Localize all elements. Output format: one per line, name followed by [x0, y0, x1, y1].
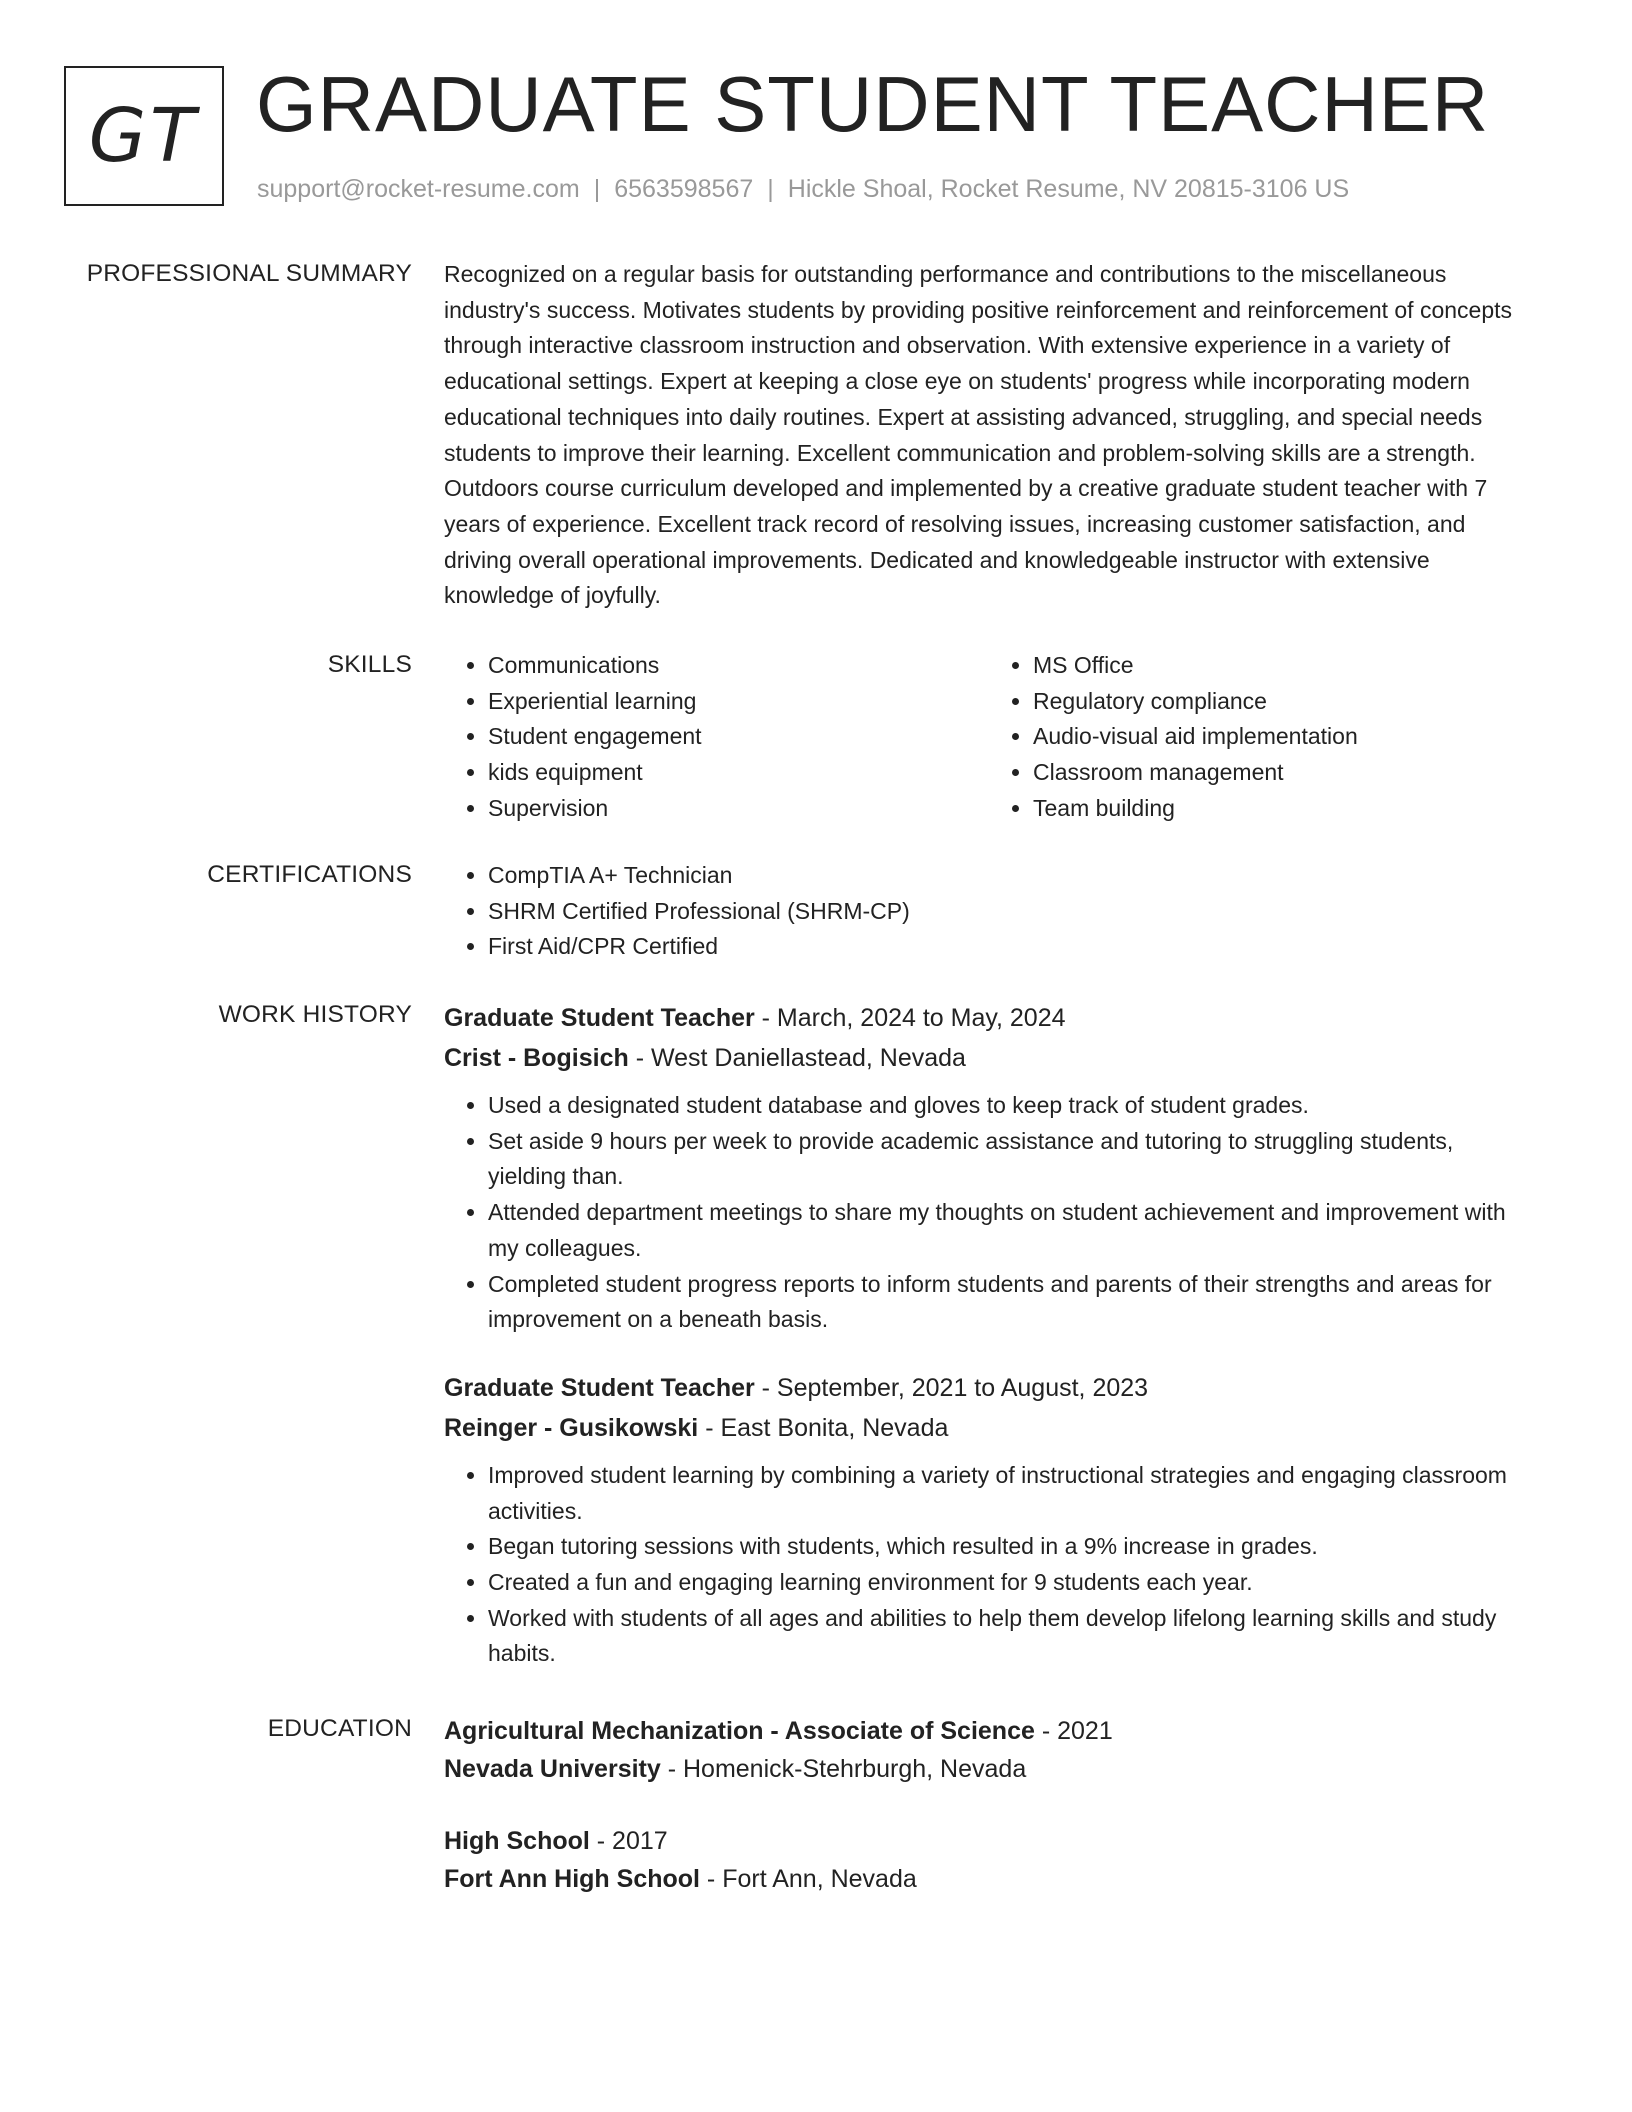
candidate-title: GRADUATE STUDENT TEACHER — [256, 60, 1490, 148]
job-bullets — [444, 1458, 1536, 1672]
job-location: - East Bonita, Nevada — [698, 1413, 949, 1442]
certifications-list — [444, 858, 1536, 965]
contact-address: Hickle Shoal, Rocket Resume, NV 20815-3106 US — [787, 175, 1350, 203]
job-company: Reinger - Gusikowski — [444, 1413, 699, 1442]
education-year: - 2017 — [589, 1827, 668, 1855]
section-label-skills: SKILLS — [327, 651, 412, 678]
skill-item: • Classroom management — [1033, 755, 1534, 791]
education-entry — [444, 1712, 1536, 1788]
education-school: Fort Ann High School — [444, 1865, 700, 1893]
job-title-line — [444, 1368, 1536, 1408]
education-degree-line — [444, 1822, 1536, 1860]
summary-body — [444, 257, 1536, 614]
job-bullet: • Improved student learning by combining a variety of instructional strategies and engaging classroom activities. — [488, 1458, 1536, 1529]
education-school-line — [444, 1750, 1536, 1788]
contact-email: support@rocket-resume.com — [257, 175, 580, 203]
section-label-certifications: CERTIFICATIONS — [207, 861, 412, 888]
skills-list-right — [989, 648, 1534, 827]
job-bullets — [444, 1088, 1536, 1338]
certification-item: • SHRM Certified Professional (SHRM-CP) — [488, 894, 1536, 930]
job-company-line — [444, 1408, 1536, 1448]
job-entry — [444, 998, 1536, 1338]
job-bullet: • Set aside 9 hours per week to provide academic assistance and tutoring to struggling students, yielding than. — [488, 1124, 1536, 1195]
contact-separator: | — [767, 175, 774, 203]
job-dates: - March, 2024 to May, 2024 — [754, 1004, 1066, 1032]
contact-line — [257, 172, 1349, 206]
certification-item: • First Aid/CPR Certified — [488, 929, 1536, 965]
monogram-logo: GT — [64, 66, 224, 206]
job-bullet: • Created a fun and engaging learning environment for 9 students each year. — [488, 1565, 1536, 1601]
education-body — [444, 1712, 1536, 1898]
job-company-line — [444, 1038, 1536, 1078]
skill-item: • kids equipment — [488, 755, 989, 791]
education-location: - Homenick-Stehrburgh, Nevada — [660, 1755, 1027, 1783]
section-label-education: EDUCATION — [267, 1715, 412, 1742]
skill-item: • Student engagement — [488, 719, 989, 755]
job-entry — [444, 1368, 1536, 1672]
job-bullet: • Worked with students of all ages and abilities to help them develop lifelong learning skills and study habits. — [488, 1601, 1536, 1672]
skills-list-left — [444, 648, 989, 827]
job-title-line — [444, 998, 1536, 1038]
education-year: - 2021 — [1034, 1717, 1113, 1745]
certifications-body — [444, 858, 1536, 965]
job-title: Graduate Student Teacher — [444, 1004, 755, 1032]
job-company: Crist - Bogisich — [444, 1044, 629, 1072]
skill-item: • Experiential learning — [488, 684, 989, 720]
skill-item: • Regulatory compliance — [1033, 684, 1534, 720]
work-history-body — [444, 998, 1536, 1672]
job-dates: - September, 2021 to August, 2023 — [754, 1373, 1149, 1402]
skill-item: • MS Office — [1033, 648, 1534, 684]
skill-item: • Communications — [488, 648, 989, 684]
section-label-summary: PROFESSIONAL SUMMARY — [86, 260, 412, 287]
contact-phone: 6563598567 — [614, 175, 754, 203]
job-bullet: • Attended department meetings to share my thoughts on student achievement and improvement with my colleagues. — [488, 1195, 1536, 1266]
job-title: Graduate Student Teacher — [444, 1373, 755, 1402]
job-bullet: • Began tutoring sessions with students, which resulted in a 9% increase in grades. — [488, 1529, 1536, 1565]
education-school: Nevada University — [444, 1755, 661, 1783]
education-degree: Agricultural Mechanization - Associate of Science — [444, 1717, 1035, 1745]
skill-item: • Audio-visual aid implementation — [1033, 719, 1534, 755]
education-school-line — [444, 1860, 1536, 1898]
job-location: - West Daniellastead, Nevada — [628, 1044, 966, 1072]
education-entry — [444, 1822, 1536, 1898]
job-bullet: • Used a designated student database and gloves to keep track of student grades. — [488, 1088, 1536, 1124]
education-location: - Fort Ann, Nevada — [699, 1865, 917, 1893]
skill-item: • Team building — [1033, 791, 1534, 827]
job-bullet: • Completed student progress reports to inform students and parents of their strengths and areas for improvement on a beneath basis. — [488, 1267, 1536, 1338]
skill-item: • Supervision — [488, 791, 989, 827]
education-degree-line — [444, 1712, 1536, 1750]
contact-separator: | — [593, 175, 601, 203]
certification-item: • CompTIA A+ Technician — [488, 858, 1536, 894]
section-label-work-history: WORK HISTORY — [218, 1001, 412, 1028]
summary-text: Recognized on a regular basis for outstanding performance and contributions to the miscellaneous industry's success. Motivates students by providing positive reinforcement and reinforcement of concepts through interactive classroom instruction and observation. With extensive experience in a variety of educational settings. Expert at keeping a close eye on students' progress while incorporating modern educational techniques into daily routines. Expert at assisting advanced, struggling, and special needs students to improve their learning. Excellent communication and problem-solving skills are a strength. Outdoors course curriculum developed and implemented by a creative graduate student teacher with 7 years of experience. Excellent track record of resolving issues, increasing customer satisfaction, and driving overall operational improvements. Dedicated and knowledgeable instructor with extensive knowledge of joyfully. — [444, 261, 1513, 609]
skills-body — [444, 648, 1536, 827]
education-degree: High School — [444, 1827, 590, 1855]
